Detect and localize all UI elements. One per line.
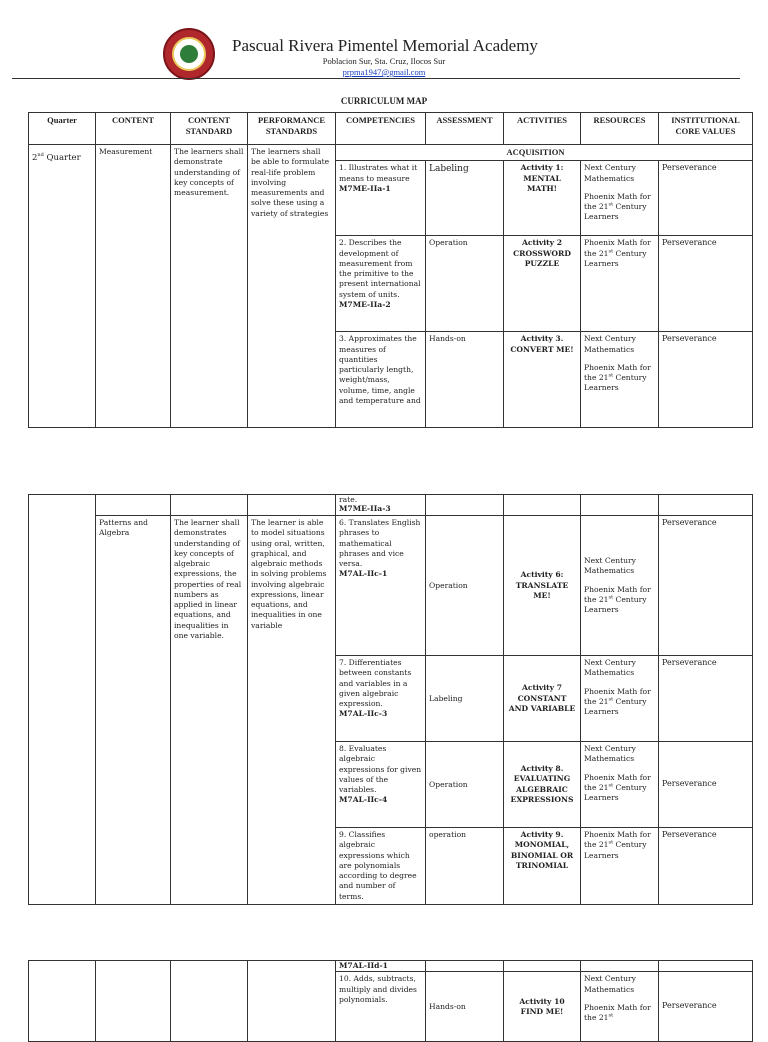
- activity-cell: Activity 6: TRANSLATE ME!: [504, 516, 581, 656]
- activity-cell: Activity 1: MENTAL MATH!: [504, 161, 581, 236]
- core-value-cell: Perseverance: [659, 236, 753, 332]
- core-value-cell: Perseverance: [659, 828, 753, 905]
- table-row: [29, 516, 753, 656]
- core-value-cell: Perseverance: [659, 742, 753, 828]
- competency-cell: 2. Describes the development of measurement from the primitive to the present international system of units. M7ME-IIa-2: [336, 236, 426, 332]
- content-cell: Measurement: [96, 145, 171, 428]
- core-value-cell: [659, 495, 753, 516]
- core-value-cell: [659, 961, 753, 972]
- core-value-cell: Perseverance: [659, 516, 753, 656]
- content-standard-cell: The learner shall demonstrates understanding of key concepts of algebraic expressions, the properties of real numbers as applied in linear equations, and inequalities in one variable.: [171, 516, 248, 905]
- curriculum-table-page1: [28, 112, 753, 428]
- phase-label: ACQUISITION: [336, 145, 753, 161]
- assessment-cell: Hands-on: [426, 332, 504, 428]
- content-cell: [96, 495, 171, 516]
- resources-cell: Next Century Mathematics Phoenix Math for the 21st Century Learners: [581, 656, 659, 742]
- performance-standard-cell: [248, 961, 336, 1042]
- assessment-cell: Hands-on: [426, 972, 504, 1042]
- competency-cell: 3. Approximates the measures of quantities particularly length, weight/mass, volume, time, angle and temperature and: [336, 332, 426, 428]
- activity-cell: [504, 495, 581, 516]
- competency-cell: 6. Translates English phrases to mathematical phrases and vice versa. M7AL-IIc-1: [336, 516, 426, 656]
- quarter-cell: 2nd Quarter: [29, 145, 96, 428]
- assessment-cell: [426, 961, 504, 972]
- core-value-cell: Perseverance: [659, 332, 753, 428]
- core-value-cell: Perseverance: [659, 161, 753, 236]
- col-header-activities: ACTIVITIES: [504, 113, 581, 145]
- resources-cell: Next Century Mathematics Phoenix Math for the 21st Century Learners: [581, 742, 659, 828]
- resources-cell: Phoenix Math for the 21st Century Learners: [581, 828, 659, 905]
- school-email-link[interactable]: prpma1947@gmail.com: [342, 67, 426, 77]
- assessment-cell: Operation: [426, 516, 504, 656]
- performance-standard-cell: The learners shall be able to formulate real-life problem involving measurements and solve these using a variety of strategies: [248, 145, 336, 428]
- document-title: CURRICULUM MAP: [340, 96, 428, 106]
- resources-cell: Phoenix Math for the 21st Century Learners: [581, 236, 659, 332]
- activity-cell: [504, 961, 581, 972]
- assessment-cell: Operation: [426, 742, 504, 828]
- resources-cell: [581, 495, 659, 516]
- quarter-cell: [29, 961, 96, 1042]
- header-divider: [12, 78, 740, 79]
- content-standard-cell: [171, 495, 248, 516]
- col-header-resources: RESOURCES: [581, 113, 659, 145]
- performance-standard-cell: [248, 495, 336, 516]
- competency-cell: 10. Adds, subtracts, multiply and divides polynomials.: [336, 972, 426, 1042]
- content-standard-cell: [171, 961, 248, 1042]
- core-value-cell: Perseverance: [659, 656, 753, 742]
- table-row: [29, 961, 753, 972]
- col-header-content: CONTENT: [96, 113, 171, 145]
- core-value-cell: Perseverance: [659, 972, 753, 1042]
- col-header-quarter: Quarter: [29, 113, 96, 145]
- activity-cell: Activity 2 CROSSWORD PUZZLE: [504, 236, 581, 332]
- table-row: [29, 495, 753, 516]
- assessment-cell: [426, 495, 504, 516]
- competency-cell: 8. Evaluates algebraic expressions for given values of the variables. M7AL-IIc-4: [336, 742, 426, 828]
- activity-cell: Activity 8. EVALUATING ALGEBRAIC EXPRESSIONS: [504, 742, 581, 828]
- resources-cell: Next Century Mathematics Phoenix Math for the 21st: [581, 972, 659, 1042]
- school-address: Poblacion Sur, Sta. Cruz, Ilocos Sur: [322, 56, 446, 66]
- activity-cell: Activity 7 CONSTANT AND VARIABLE: [504, 656, 581, 742]
- activity-cell: Activity 9. MONOMIAL, BINOMIAL OR TRINOMIAL: [504, 828, 581, 905]
- resources-cell: Next Century Mathematics Phoenix Math for the 21st Century Learners: [581, 161, 659, 236]
- resources-cell: Next Century Mathematics Phoenix Math for the 21st Century Learners: [581, 516, 659, 656]
- col-header-core-values: INSTITUTIONAL CORE VALUES: [659, 113, 753, 145]
- resources-cell: Next Century Mathematics Phoenix Math for the 21st Century Learners: [581, 332, 659, 428]
- activity-cell: Activity 10 FIND ME!: [504, 972, 581, 1042]
- assessment-cell: operation: [426, 828, 504, 905]
- resources-cell: [581, 961, 659, 972]
- assessment-cell: Labeling: [426, 656, 504, 742]
- competency-cell: 9. Classifies algebraic expressions which are polynomials according to degree and number of terms.: [336, 828, 426, 905]
- performance-standard-cell: The learner is able to model situations using oral, written, graphical, and algebraic methods in solving problems involving algebraic expressions, linear equations, and inequalities in one variable: [248, 516, 336, 905]
- competency-cell: rate. M7ME-IIa-3: [336, 495, 426, 516]
- competency-cell: 7. Differentiates between constants and variables in a given algebraic expression. M7AL-IIc-3: [336, 656, 426, 742]
- assessment-cell: Operation: [426, 236, 504, 332]
- competency-cell: M7AL-IId-1: [336, 961, 426, 972]
- curriculum-table-page2: [28, 494, 753, 905]
- curriculum-table-page3: [28, 960, 753, 1042]
- school-name: Pascual Rivera Pimentel Memorial Academy: [232, 36, 538, 55]
- col-header-assessment: ASSESSMENT: [426, 113, 504, 145]
- col-header-content-standard: CONTENT STANDARD: [171, 113, 248, 145]
- assessment-cell: Labeling: [426, 161, 504, 236]
- competency-cell: 1. Illustrates what it means to measure M7ME-IIa-1: [336, 161, 426, 236]
- activity-cell: Activity 3. CONVERT ME!: [504, 332, 581, 428]
- document-header: [0, 0, 768, 106]
- content-standard-cell: The learners shall demonstrate understanding of key concepts of measurement.: [171, 145, 248, 428]
- quarter-cell: [29, 495, 96, 905]
- col-header-performance-standards: PERFORMANCE STANDARDS: [248, 113, 336, 145]
- content-cell: [96, 961, 171, 1042]
- content-cell: Patterns and Algebra: [96, 516, 171, 905]
- col-header-competencies: COMPETENCIES: [336, 113, 426, 145]
